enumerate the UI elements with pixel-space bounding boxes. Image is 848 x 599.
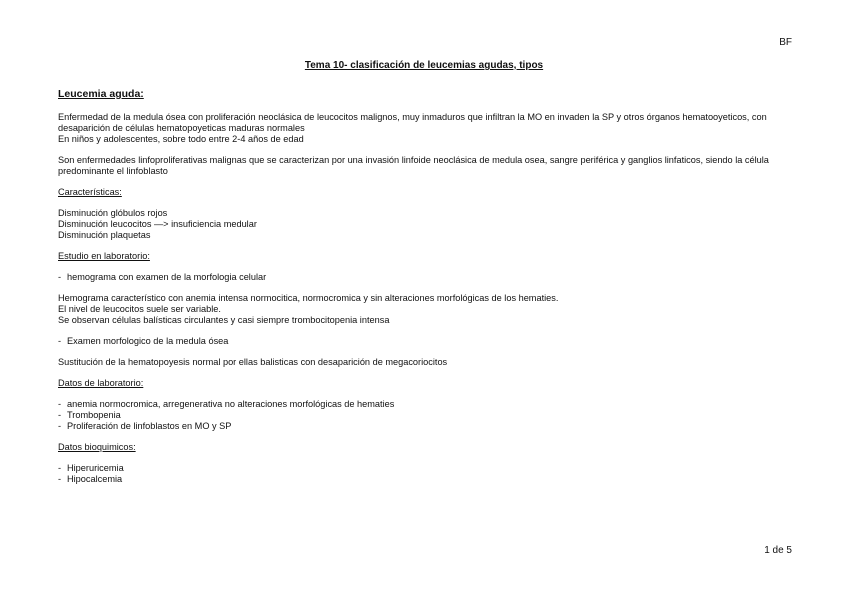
document-body [58,88,798,495]
author-initials: BF [779,37,792,48]
definition-paragraph [58,112,798,145]
hemograma-line: Hemograma característico con anemia intensa normocitica, normocromica y sin alteraciones morfológicas de los hematies. [58,293,559,303]
sustitucion-paragraph: Sustitución de la hematopoyesis normal por ellas balisticas con desaparición de megacoriocitos [58,357,448,367]
subheading-datos-bioquimicos: Datos bioquimicos: [58,442,136,452]
page-number: 1 de 5 [764,545,792,556]
subheading-caracteristicas: Características: [58,187,122,197]
list-item: - Hipocalcemia [58,474,798,485]
estudio-list-1 [58,272,798,283]
caracteristica-item: Disminución plaquetas [58,230,151,240]
caracteristicas-list [58,208,798,241]
age-text: En niños y adolescentes, sobre todo entre 2-4 años de edad [58,134,304,144]
list-item: - Hiperuricemia [58,463,798,474]
datos-laboratorio-list [58,399,798,432]
list-item: - Trombopenia [58,410,798,421]
caracteristica-item: Disminución glóbulos rojos [58,208,168,218]
hemograma-line: Se observan células balísticas circulantes y casi siempre trombocitopenia intensa [58,315,390,325]
list-item: - anemia normocromica, arregenerativa no alteraciones morfológicas de hematies [58,399,798,410]
list-item: - Proliferación de linfoblastos en MO y SP [58,421,798,432]
datos-bioquimicos-list [58,463,798,485]
list-item: - Examen morfologico de la medula ósea [58,336,798,347]
hemograma-paragraph [58,293,798,326]
definition-text: Enfermedad de la medula ósea con proliferación neoclásica de leucocitos malignos, muy inmaduros que infiltran la MO en invaden la SP y otros órganos hematooyeticos, con desaparición de células hematopoyeticas maduras normales [58,112,767,133]
subheading-estudio-laboratorio: Estudio en laboratorio: [58,251,150,261]
caracteristica-item: Disminución leucocitos —> insuficiencia medular [58,219,257,229]
estudio-list-2 [58,336,798,347]
section-heading-leucemia-aguda: Leucemia aguda: [58,88,144,100]
subheading-datos-laboratorio: Datos de laboratorio: [58,378,144,388]
document-title: Tema 10- clasificación de leucemias agudas, tipos [304,60,544,71]
lymphoproliferative-paragraph: Son enfermedades linfoproliferativas malignas que se caracterizan por una invasión linfoide neoclásica de medula osea, sangre periférica y ganglios linfaticos, siendo la célula predominante el linfoblasto [58,155,769,176]
hemograma-line: El nivel de leucocitos suele ser variable. [58,304,221,314]
list-item: - hemograma con examen de la morfologia celular [58,272,798,283]
